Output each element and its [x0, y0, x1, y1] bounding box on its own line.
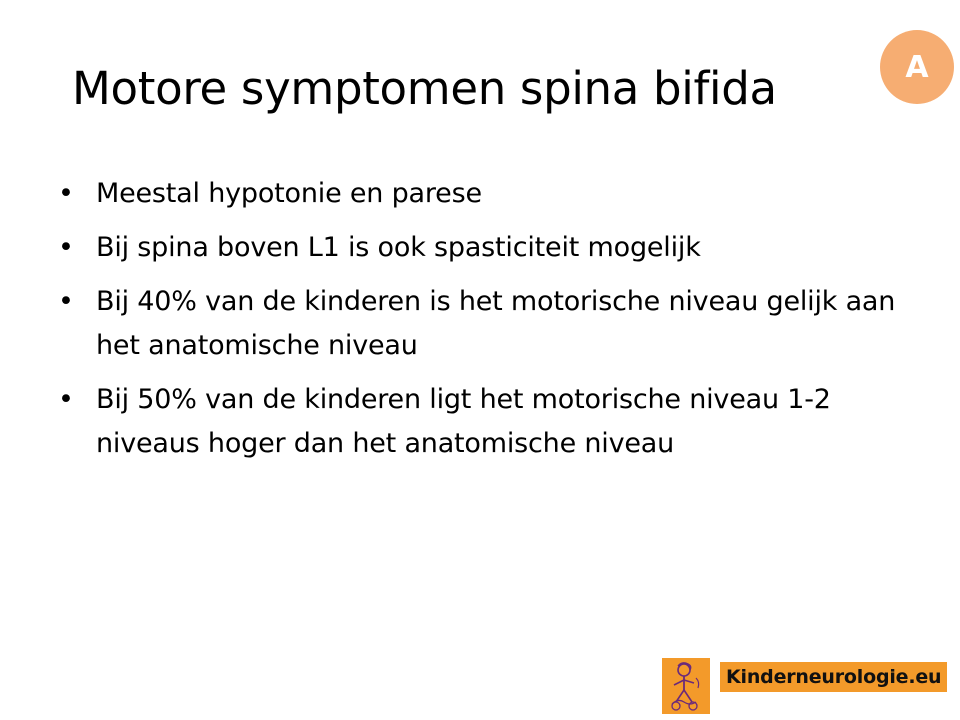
child-figure-icon — [662, 658, 710, 714]
bullet-item — [58, 378, 918, 466]
bullet-dot: • — [58, 384, 74, 415]
bullet-item — [58, 172, 918, 216]
bullet-dot: • — [58, 232, 74, 263]
bullet-text: Bij 40% van de kinderen is het motorische niveau gelijk aan het anatomische niveau — [96, 286, 896, 361]
bullet-text: Bij spina boven L1 is ook spasticiteit mogelijk — [96, 232, 701, 263]
bullet-list — [58, 172, 918, 476]
kinderneurologie-logo — [662, 658, 942, 714]
bullet-text: Bij 50% van de kinderen ligt het motorische niveau 1-2 niveaus hoger dan het anatomische niveau — [96, 384, 831, 459]
bullet-text: Meestal hypotonie en parese — [96, 178, 482, 209]
bullet-dot: • — [58, 178, 74, 209]
bullet-item — [58, 226, 918, 270]
bullet-dot: • — [58, 286, 74, 317]
level-badge: A — [880, 30, 954, 104]
slide-title: Motore symptomen spina bifida — [72, 62, 777, 115]
logo-text: Kinderneurologie.eu — [720, 662, 947, 692]
bullet-item — [58, 280, 918, 368]
